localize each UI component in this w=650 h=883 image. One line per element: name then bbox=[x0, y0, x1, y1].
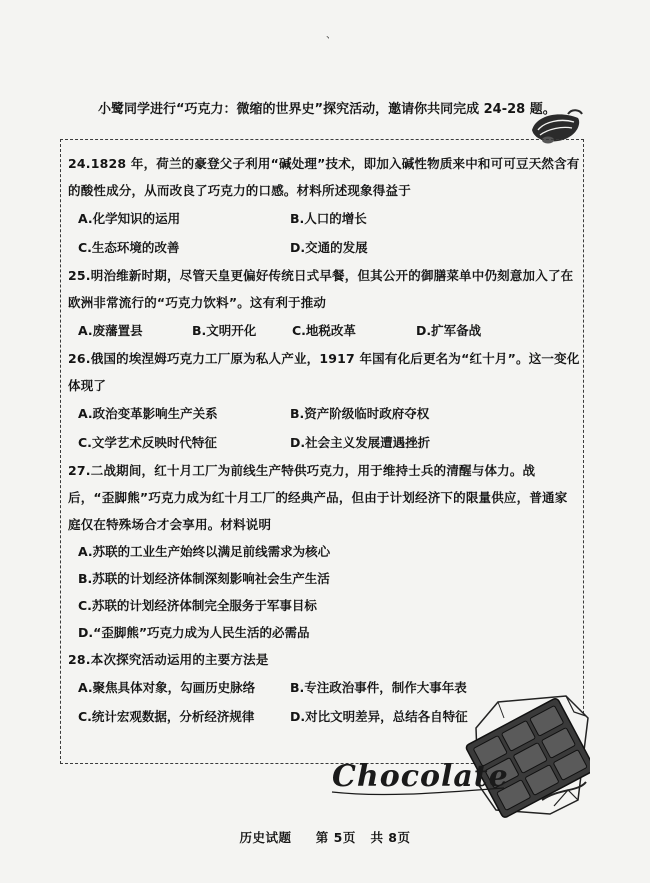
question-list bbox=[60, 150, 580, 731]
question-27 bbox=[60, 457, 580, 646]
option-b: B.专注政治事件，制作大事年表 bbox=[290, 680, 467, 695]
chocolate-bar-illustration bbox=[328, 688, 590, 818]
option-b: B.文明开化 bbox=[192, 323, 257, 338]
chocolate-script-text: Chocolate bbox=[332, 759, 509, 794]
question-stem: 24.1828 年，荷兰的豪登父子利用“碱处理”技术，即加入碱性物质来中和可可豆天然含有的酸性成分，从而改良了巧克力的口感。材料所述现象得益于 bbox=[68, 156, 580, 198]
option-c: C.统计宏观数据，分析经济规律 bbox=[78, 709, 255, 724]
option-d: D.社会主义发展遭遇挫折 bbox=[290, 435, 431, 450]
option-d: D.“歪脚熊”巧克力成为人民生活的必需品 bbox=[78, 625, 310, 640]
question-stem: 28.本次探究活动运用的主要方法是 bbox=[68, 652, 269, 667]
option-c: C.生态环境的改善 bbox=[78, 240, 180, 255]
intro-text: 小鹭同学进行“巧克力：微缩的世界史”探究活动，邀请你共同完成 24-28 题。 bbox=[98, 102, 556, 117]
question-25 bbox=[60, 262, 580, 345]
footer-page: 第 5页 bbox=[315, 830, 356, 845]
page-mark: 、 bbox=[326, 30, 336, 41]
option-d: D.扩军备战 bbox=[416, 323, 482, 338]
question-stem: 25.明治维新时期，尽管天皇更偏好传统日式早餐，但其公开的御膳菜单中仍刻意加入了在欧洲非常流行的“巧克力饮料”。这有利于推动 bbox=[68, 268, 574, 310]
option-c: C.文学艺术反映时代特征 bbox=[78, 435, 217, 450]
option-b: B.资产阶级临时政府夺权 bbox=[290, 406, 430, 421]
option-a: A.废藩置县 bbox=[78, 323, 143, 338]
page-footer bbox=[0, 828, 650, 846]
question-24 bbox=[60, 150, 580, 262]
option-a: A.政治变革影响生产关系 bbox=[78, 406, 218, 421]
option-c: C.地税改革 bbox=[292, 323, 356, 338]
footer-total: 共 8页 bbox=[370, 830, 411, 845]
option-a: A.化学知识的运用 bbox=[78, 211, 181, 226]
option-a: A.聚焦具体对象，勾画历史脉络 bbox=[78, 680, 256, 695]
option-b: B.苏联的计划经济体制深刻影响社会生产生活 bbox=[78, 571, 330, 586]
option-a: A.苏联的工业生产始终以满足前线需求为核心 bbox=[78, 544, 331, 559]
option-b: B.人口的增长 bbox=[290, 211, 367, 226]
option-d: D.对比文明差异，总结各自特征 bbox=[290, 709, 468, 724]
question-stem: 26.俄国的埃涅姆巧克力工厂原为私人产业，1917 年国有化后更名为“红十月”。这一变化体现了 bbox=[68, 351, 580, 393]
question-stem: 27.二战期间，红十月工厂为前线生产特供巧克力，用于维持士兵的清醒与体力。战后，“歪脚熊”巧克力成为红十月工厂的经典产品，但由于计划经济下的限量供应，普通家庭仅在特殊场合才会享用。材料说明 bbox=[68, 463, 568, 532]
footer-subject: 历史试题 bbox=[239, 830, 292, 845]
option-c: C.苏联的计划经济体制完全服务于军事目标 bbox=[78, 598, 317, 613]
question-26 bbox=[60, 345, 580, 457]
option-d: D.交通的发展 bbox=[290, 240, 368, 255]
